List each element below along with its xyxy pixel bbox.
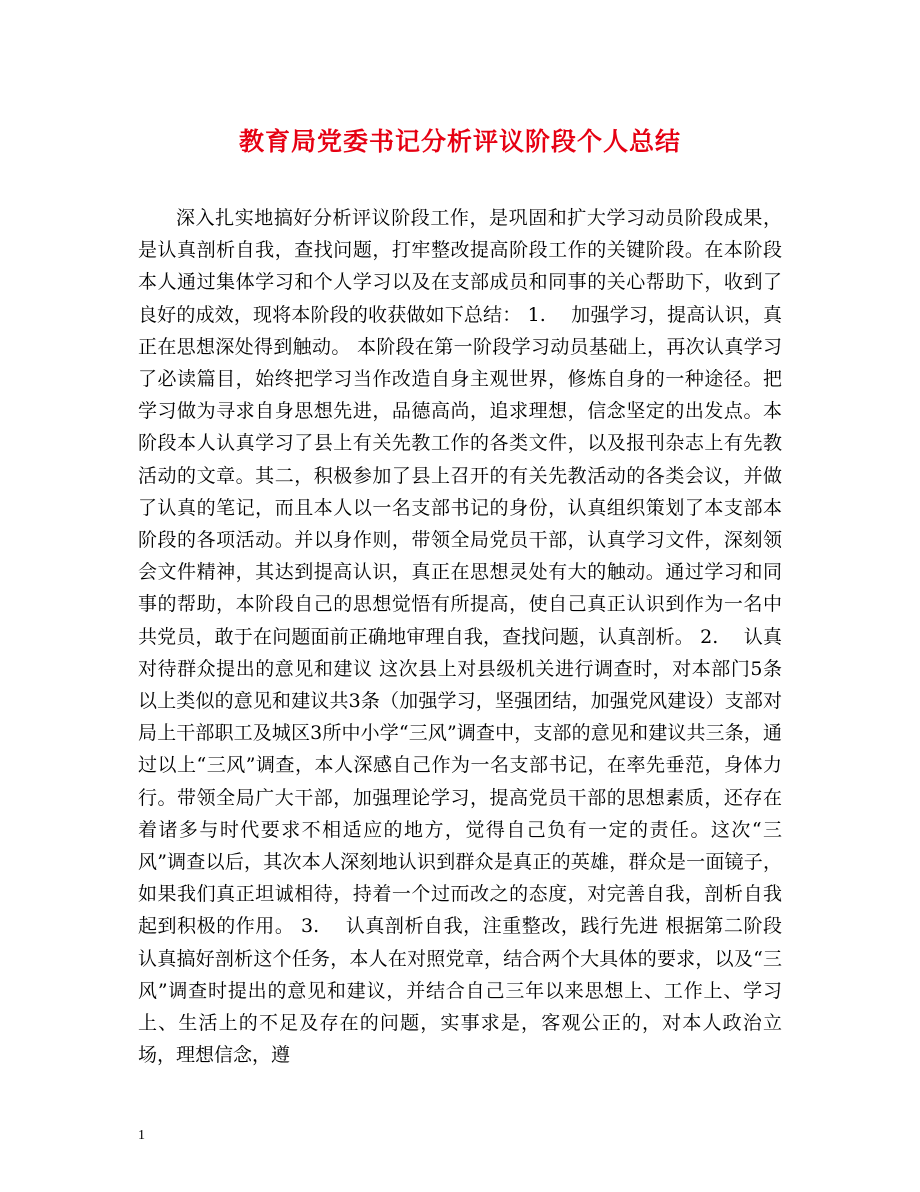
page-number: 1: [138, 1128, 145, 1143]
document-body-paragraph: 深入扎实地搞好分析评议阶段工作，是巩固和扩大学习动员阶段成果，是认真剖析自我，查找问题，打牢整改提高阶段工作的关键阶段。在本阶段本人通过集体学习和个人学习以及在支部成员和同事的关心帮助下，收到了良好的成效，现将本阶段的收获做如下总结： 1. 加强学习，提高认识，真正在思想深处得到触动。 本阶段在第一阶段学习动员基础上，再次认真学习了必读篇目，始终把学习当作改造自身主观世界，修炼自身的一种途径。把学习做为寻求自身思想先进，品德高尚，追求理想，信念坚定的出发点。本阶段本人认真学习了县上有关先教工作的各类文件，以及报刊杂志上有先教活动的文章。其二，积极参加了县上召开的有关先教活动的各类会议，并做了认真的笔记，而且本人以一名支部书记的身份，认真组织策划了本支部本阶段的各项活动。并以身作则，带领全局党员干部，认真学习文件，深刻领会文件精神，其达到提高认识，真正在思想灵处有大的触动。通过学习和同事的帮助，本阶段自己的思想觉悟有所提高，使自己真正认识到作为一名中共党员，敢于在问题面前正确地审理自我，查找问题，认真剖析。 2. 认真对待群众提出的意见和建议 这次县上对县级机关进行调查时，对本部门5条以上类似的意见和建议共3条（加强学习，坚强团结，加强党风建设）支部对局上干部职工及城区3所中小学“三风”调查中，支部的意见和建议共三条，通过以上“三风”调查，本人深感自己作为一名支部书记，在率先垂范，身体力行。带领全局广大干部，加强理论学习，提高党员干部的思想素质，还存在着诸多与时代要求不相适应的地方，觉得自己负有一定的责任。这次“三风”调查以后，其次本人深刻地认识到群众是真正的英雄，群众是一面镜子，如果我们真正坦诚相待，持着一个过而改之的态度，对完善自我，剖析自我起到积极的作用。 3. 认真剖析自我，注重整改，践行先进 根据第二阶段认真搞好剖析这个任务，本人在对照党章，结合两个大具体的要求，以及“三风”调查时提出的意见和建议，并结合自己三年以来思想上、工作上、学习上、生活上的不足及存在的问题，实事求是，客观公正的，对本人政治立场，理想信念，遵: [138, 207, 782, 1067]
document-title: 教育局党委书记分析评议阶段个人总结: [238, 127, 681, 156]
